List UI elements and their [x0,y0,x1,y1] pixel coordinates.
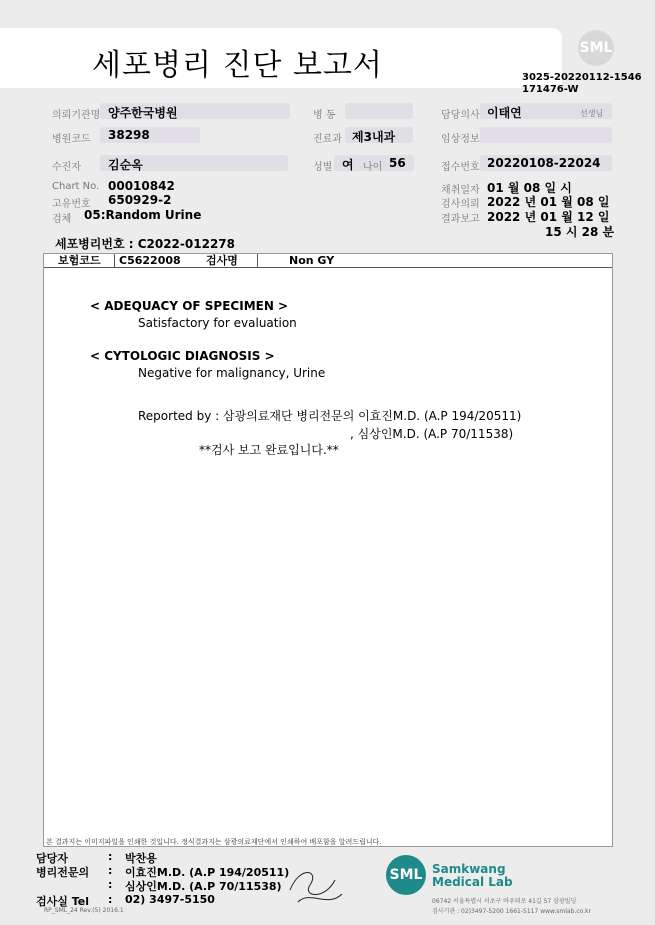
manager-value: 박찬용 [125,852,157,865]
ward-label: 병 동 [313,110,336,121]
manager-label: 담당자 [36,852,68,865]
age-label: 나이 [363,162,383,173]
adequacy-title: < ADEQUACY OF SPECIMEN > [90,299,289,313]
institution-value: 양주한국병원 [108,106,178,120]
tel-value: 02) 3497-5150 [125,893,215,906]
report-box [43,253,613,847]
pathologist-1: 이효진M.D. (A.P 194/20511) [125,866,290,879]
report-code: 3025-20220112-1546 171476-W [522,72,642,95]
cyto-number: 세포병리번호 : C2022-012278 [55,237,235,251]
signature-icon [280,860,350,912]
result-time: 15 시 28 분 [545,225,615,239]
sml-brand-logo-icon: SML [386,855,426,895]
specimen-label: 검체 [52,214,72,225]
clinical-shade [480,127,612,143]
form-code: RP_SML_24 Rev.(5) 2016.1 [44,907,124,914]
table-header-row [44,254,612,268]
chart-value: 00010842 [108,179,175,193]
tel-label: 검사실 Tel [36,895,89,908]
age-value: 56 [389,156,406,170]
request-value: 2022 년 01 월 08 일 [487,195,610,209]
collect-label: 채취일자 [441,185,480,196]
id-label: 고유번호 [52,199,91,210]
sex-label: 성별 [313,162,333,173]
pathologist-2: 심상인M.D. (A.P 70/11538) [125,880,282,893]
insurance-code: C5622008 [119,254,181,267]
doctor-suffix: 선생님 [580,109,604,118]
manager-colon: : [108,850,113,863]
clinical-label: 임상정보 [441,134,480,145]
page-title: 세포병리 진단 보고서 [92,48,383,83]
institution-label: 의뢰기관명 [52,110,101,121]
patient-label: 수진자 [52,162,81,173]
brand-name: Samkwang Medical Lab [432,862,513,889]
doctor-value: 이태연 [487,106,522,120]
notice-text: 본 결과지는 이미지파일을 인쇄한 것입니다. 정식결과지는 삼광의료재단에서 인쇄하여 배포함을 알려드립니다. [46,838,382,846]
specimen-value: 05:Random Urine [84,208,202,222]
hospital-code-value: 38298 [108,128,150,142]
collect-value: 01 월 08 일 시 [487,181,572,195]
diagnosis-title: < CYTOLOGIC DIAGNOSIS > [90,349,275,363]
hospital-code-label: 병원코드 [52,134,91,145]
brand-contact: 검사기관 : 02)3497-5200 1661-5117 www.smlab.co.kr [432,908,592,915]
divider [114,254,115,267]
divider [257,254,258,267]
id-value: 650929-2 [108,193,172,207]
reported-by: Reported by : 삼광의료재단 병리전문의 이효진M.D. (A.P 194/20511) [138,409,522,423]
report-complete: **검사 보고 완료입니다.** [199,443,339,457]
dept-label: 진료과 [313,134,342,145]
pathologist-colon: : [108,864,113,877]
patient-value: 김순옥 [108,158,143,172]
sex-value: 여 [342,158,354,172]
pathologist-label: 병리전문의 [36,866,90,879]
test-label: 검사명 [206,254,238,267]
request-label: 검사의뢰 [441,199,480,210]
doctor-label: 담당의사 [441,110,480,121]
chart-label: Chart No. [52,181,100,192]
receipt-label: 접수번호 [441,162,480,173]
sml-logo-icon: SML [578,30,614,66]
result-value: 2022 년 01 월 12 일 [487,210,610,224]
reported-by-2: , 심상인M.D. (A.P 70/11538) [350,427,514,441]
dept-value: 제3내과 [352,130,396,144]
result-label: 결과보고 [441,214,480,225]
diagnosis-text: Negative for malignancy, Urine [138,366,326,380]
test-name: Non GY [289,254,335,267]
brand-address: 06742 서울특별시 서초구 바우뫼로 41길 57 삼광빌딩 [432,898,577,905]
ward-shade [345,103,413,119]
receipt-value: 20220108-22024 [487,156,601,170]
tel-colon: : [108,893,113,906]
adequacy-text: Satisfactory for evaluation [138,316,297,330]
pathologist-colon-2: : [108,878,113,891]
insurance-label: 보험코드 [58,254,101,267]
